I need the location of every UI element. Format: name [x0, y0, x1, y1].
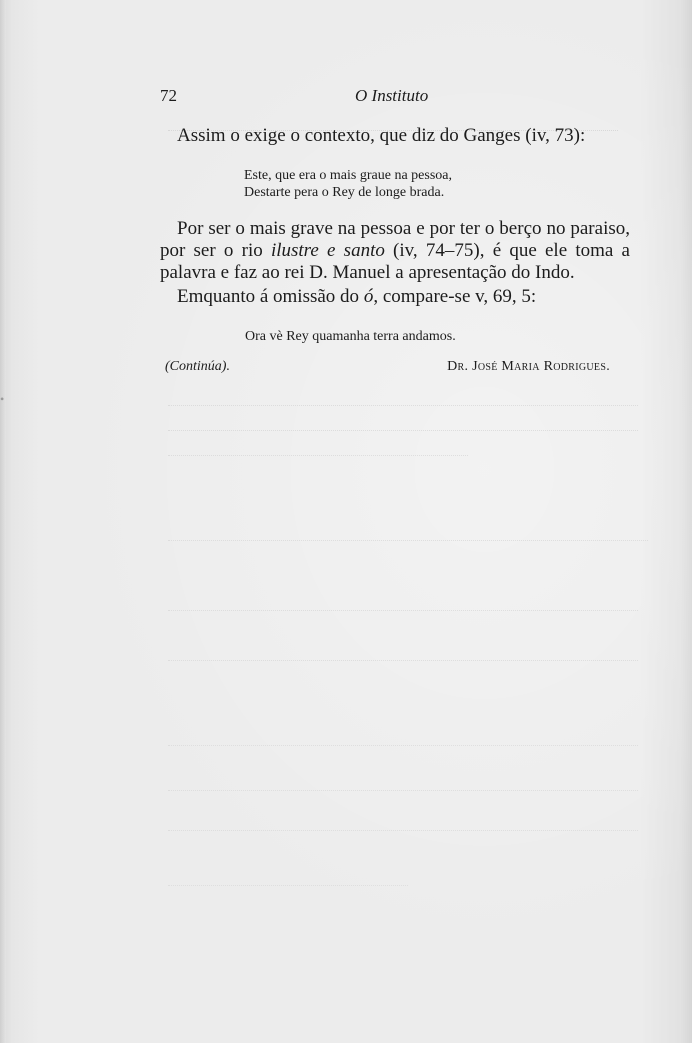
paragraph-1: Assim o exige o contexto, que diz do Ganges (iv, 73):	[177, 125, 586, 146]
paragraph-2-text: Por ser o mais grave na pessoa e por ter o berço no paraiso, por ser o rio	[160, 218, 630, 261]
verse-line: Destarte pera o Rey de longe brada.	[244, 185, 445, 200]
paragraph-3	[160, 286, 630, 308]
show-through-line	[168, 660, 638, 669]
verse-line: Este, que era o mais graue na pessoa,	[244, 168, 452, 183]
show-through-line	[168, 455, 468, 464]
show-through-line	[168, 405, 638, 414]
show-through-line	[168, 610, 638, 619]
show-through-line	[168, 745, 638, 754]
paragraph-2-text-end: (iv, 74–75), é que ele toma a palavra e faz ao rei D. Manuel a apresentação do Indo.	[160, 240, 630, 283]
author-signature: Dr. José Maria Rodrigues.	[447, 359, 610, 374]
paragraph-3-italic: ó	[363, 286, 374, 307]
page-number: 72	[160, 86, 177, 105]
running-title: O Instituto	[355, 86, 429, 105]
verse-quote-1	[244, 167, 452, 201]
signature-line	[165, 359, 610, 379]
show-through-line	[168, 830, 638, 839]
show-through-line	[168, 430, 638, 439]
show-through-line	[168, 540, 648, 549]
page-header	[160, 86, 630, 110]
paragraph-2-italic: ilustre e santo	[270, 240, 385, 261]
continued-note: (Continúa).	[165, 359, 230, 374]
show-through-line	[168, 885, 408, 894]
verse-quote-2	[245, 328, 456, 345]
margin-smudge: •	[0, 392, 5, 406]
paragraph-2	[160, 218, 630, 284]
paragraph-3-text: Emquanto á omissão do	[177, 286, 364, 307]
binding-gutter	[0, 0, 6, 1043]
verse-line: Ora vè Rey quamanha terra andamos.	[245, 329, 456, 344]
paragraph-3-text-end: , compare-se v, 69, 5:	[373, 286, 537, 307]
show-through-line	[168, 790, 638, 799]
